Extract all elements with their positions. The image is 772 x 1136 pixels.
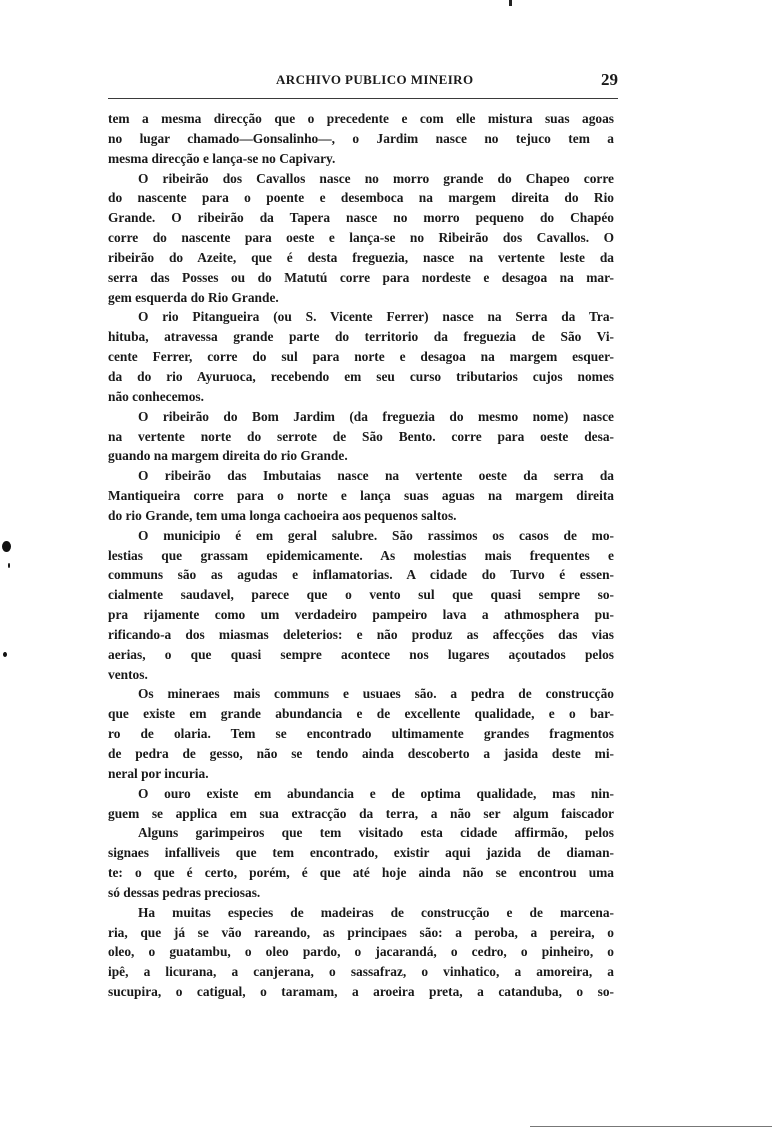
text-line: rificando-a dos miasmas deleterios: e não produz as affecções das vias (108, 626, 614, 642)
text-line: communs são as agudas e inflamatorias. A cidade do Turvo é essen- (108, 567, 614, 583)
text-line: guando na margem direita do rio Grande. (108, 448, 348, 464)
text-line: O ribeirão dos Cavallos nasce no morro grande do Chapeo corre (138, 170, 614, 186)
text-line: lestias que grassam epidemicamente. As molestias mais frequentes e (108, 547, 614, 563)
text-line: não conhecemos. (108, 388, 204, 404)
margin-ink-dot (3, 652, 7, 657)
text-line: na vertente norte do serrote de São Bento. corre para oeste desa- (108, 428, 614, 444)
text-line: signaes infalliveis que tem encontrado, existir aqui jazida de diaman- (108, 845, 614, 861)
text-line: Ha muitas especies de madeiras de construcção e de marcena- (138, 904, 614, 920)
page-edge-line (530, 1126, 772, 1127)
text-line: O municipio é em geral salubre. São rassimos os casos de mo- (138, 527, 614, 543)
text-line: te: o que é certo, porém, é que até hoje ainda não se encontrou uma (108, 865, 614, 881)
text-line: pra rijamente como um verdadeiro pampeiro lava a athmosphera pu- (108, 607, 614, 623)
text-line: ribeirão do Azeite, que é desta freguezia, nasce na vertente leste da (108, 249, 614, 265)
text-line: sucupira, o catigual, o taramam, a aroeira preta, a catanduba, o so- (108, 984, 614, 1000)
text-line: O ribeirão das Imbutaias nasce na vertente oeste da serra da (138, 468, 614, 484)
text-line: hituba, atravessa grande parte do territorio da freguezia de São Vi- (108, 329, 614, 345)
text-line: O ribeirão do Bom Jardim (da freguezia do mesmo nome) nasce (138, 408, 614, 424)
text-line: cialmente saudavel, parece que o vento sul que quasi sempre so- (108, 587, 614, 603)
text-line: O rio Pitangueira (ou S. Vicente Ferrer) nasce na Serra da Tra- (138, 309, 614, 325)
header-rule (108, 98, 618, 99)
text-line: O ouro existe em abundancia e de optima qualidade, mas nin- (138, 785, 614, 801)
margin-ink-blot (8, 563, 10, 568)
page-number: 29 (601, 70, 618, 89)
margin-ink-blot (2, 541, 11, 552)
text-line: de pedra de gesso, não se tendo ainda descoberto a jasida deste mi- (108, 746, 614, 761)
text-line: só dessas pedras preciosas. (108, 884, 261, 900)
text-line: ro de olaria. Tem se encontrado ultimamente grandes fragmentos (108, 726, 614, 742)
text-line: ipê, a licurana, a canjerana, o sassafraz, o vinhatico, a amoreira, a (108, 964, 614, 980)
text-line: Mantiqueira corre para o norte e lança suas aguas na margem direita (108, 488, 614, 504)
paper-speck (509, 0, 512, 6)
text-line: que existe em grande abundancia e de excellente qualidade, e o bar- (108, 706, 614, 722)
text-line: corre do nascente para oeste e lança-se no Ribeirão dos Cavallos. O (108, 230, 614, 246)
text-line: serra das Posses ou do Matutú corre para nordeste e desagoa na mar- (108, 269, 614, 285)
text-line: no lugar chamado—Gonsalinho—, o Jardim nasce no tejuco tem a (108, 130, 614, 146)
text-line: do rio Grande, tem uma longa cachoeira aos pequenos saltos. (108, 507, 457, 523)
text-line: ria, que já se vão rareando, as principaes são: a peroba, a pereira, o (108, 924, 614, 940)
text-line: mesma direcção e lança-se no Capivary. (108, 150, 336, 166)
text-line: ventos. (108, 666, 148, 682)
text-line: Grande. O ribeirão da Tapera nasce no morro pequeno do Chapéo (108, 210, 614, 226)
running-header-title: ARCHIVO PUBLICO MINEIRO (276, 72, 474, 87)
text-line: guem se applica em sua extracção da terra, a não ser algum faiscador (108, 805, 614, 821)
text-line: aerias, o que quasi sempre acontece nos lugares açoutados pelos (108, 646, 614, 662)
text-line: tem a mesma direcção que o precedente e com elle mistura suas agoas (108, 111, 614, 126)
text-line: oleo, o guatambu, o oleo pardo, o jacarandá, o cedro, o pinheiro, o (108, 944, 614, 960)
text-line: cente Ferrer, corre do sul para norte e desagoa na margem esquer- (108, 349, 614, 365)
text-line: da do rio Ayuruoca, recebendo em seu curso tributarios cujos nomes (108, 368, 614, 384)
body-text (108, 109, 614, 1002)
text-line: Alguns garimpeiros que tem visitado esta cidade affirmão, pelos (138, 825, 614, 841)
running-header (108, 72, 618, 94)
text-line: do nascente para o poente e desemboca na margem direita do Rio (108, 190, 614, 206)
text-line: neral por incuria. (108, 765, 209, 781)
text-line: Os mineraes mais communs e usuaes são. a pedra de construcção (138, 686, 614, 702)
text-line: gem esquerda do Rio Grande. (108, 289, 279, 305)
